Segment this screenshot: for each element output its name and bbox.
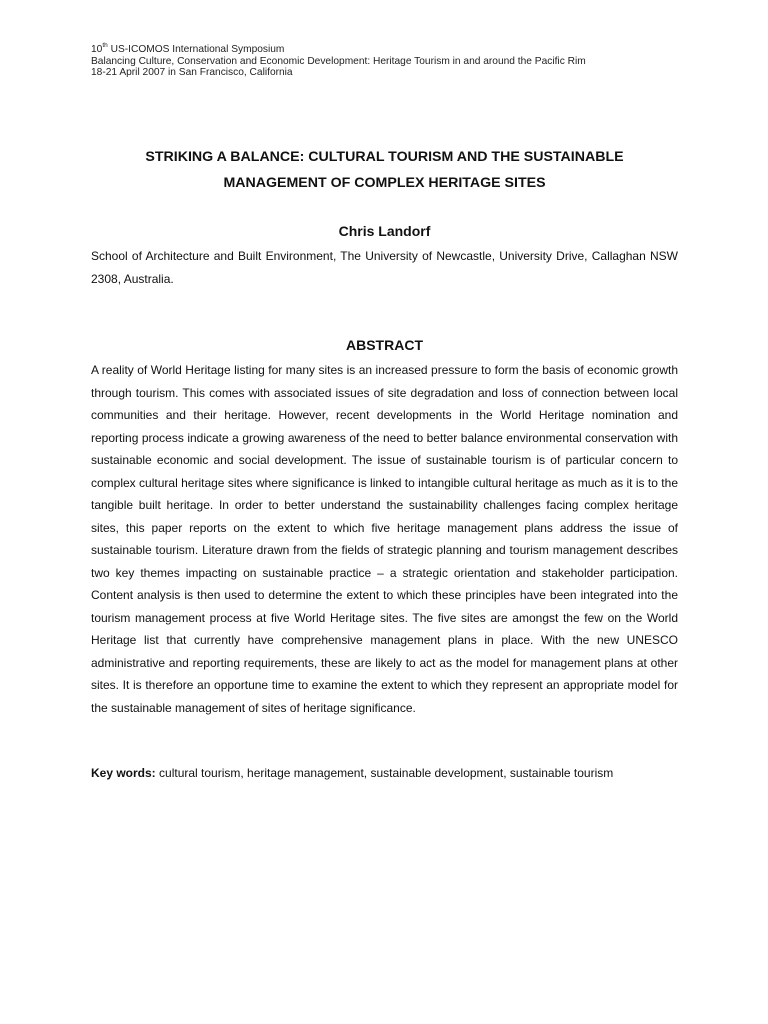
author-affiliation: School of Architecture and Built Environment, The University of Newcastle, University Drive, Callaghan NSW 2308, Australia. <box>91 249 678 286</box>
symposium-name: US-ICOMOS International Symposium <box>107 44 285 55</box>
keywords-values: cultural tourism, heritage management, sustainable development, sustainable tourism <box>155 766 614 780</box>
header-date-location-line: 18-21 April 2007 in San Francisco, California <box>91 67 293 79</box>
author-name: Chris Landorf <box>338 223 431 239</box>
symposium-number: 10 <box>91 44 103 55</box>
running-header <box>91 41 691 79</box>
abstract-body: A reality of World Heritage listing for many sites is an increased pressure to form the basis of economic growth through tourism. This comes with associated issues of site degradation and loss of connection between local communities and their heritage. However, recent developments in the World Heritage nomination and reporting process indicate a growing awareness of the need to better balance environmental conservation with sustainable economic and social development. The issue of sustainable tourism is of particular concern to complex cultural heritage sites where significance is linked to intangible cultural heritage as much as it is to the tangible built heritage. In order to better understand the sustainability challenges facing complex heritage sites, this paper reports on the extent to which five heritage management plans address the issue of sustainable tourism. Literature drawn from the fields of strategic planning and tourism management describes two key themes impacting on sustainable practice – a strategic orientation and stakeholder participation. Content analysis is then used to determine the extent to which these principles have been integrated into the tourism management process at five World Heritage sites. The five sites are amongst the few on the World Heritage list that currently have comprehensive management plans in place. With the new UNESCO administrative and reporting requirements, these are likely to act as the model for management plans at other sites. It is therefore an opportune time to examine the extent to which they represent an appropriate model for the sustainable management of sites of heritage significance. <box>91 363 678 715</box>
keywords-label: Key words: <box>91 766 156 780</box>
abstract-heading: ABSTRACT <box>346 337 423 353</box>
paper-title-line-2: MANAGEMENT OF COMPLEX HERITAGE SITES <box>223 175 546 191</box>
keywords <box>91 762 691 784</box>
header-symposium-line <box>91 41 691 56</box>
header-theme-line: Balancing Culture, Conservation and Economic Development: Heritage Tourism in and around the Pacific Rim <box>91 55 586 67</box>
paper-title-line-1: STRIKING A BALANCE: CULTURAL TOURISM AND THE SUSTAINABLE <box>145 149 624 165</box>
symposium-ordinal-suffix: th <box>102 41 108 49</box>
paper-title <box>91 144 678 196</box>
